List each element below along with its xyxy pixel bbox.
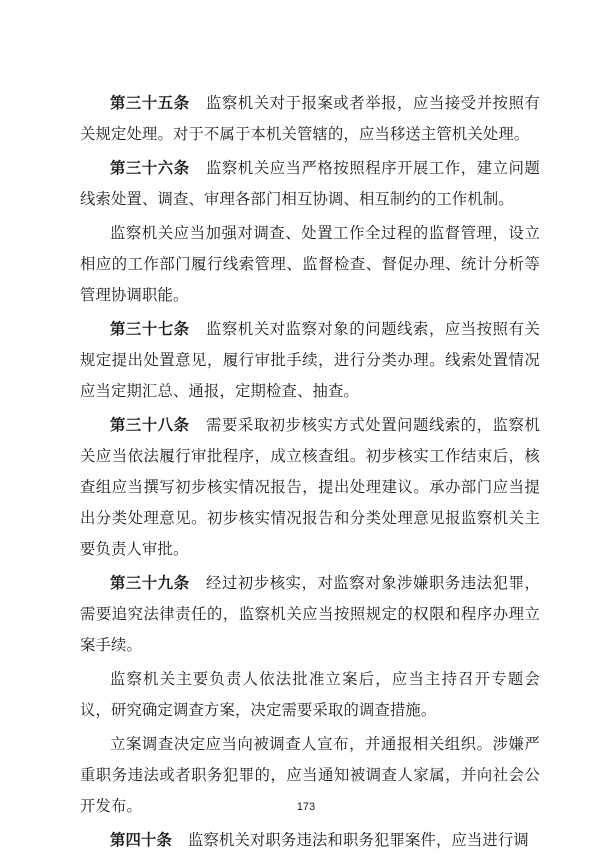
paragraph-text: 监察机关对于报案或者举报，应当接受并按照有关规定处理。对于不属于本机关管辖的，应当移送主管机关处理。 — [80, 94, 540, 143]
paragraph-text: 经过初步核实，对监察对象涉嫌职务违法犯罪，需要追究法律责任的，监察机关应当按照规定的权限和程序办理立案手续。 — [80, 574, 540, 654]
article-heading: 第三十九条 — [110, 574, 190, 592]
paragraph-text: 监察机关对监察对象的问题线索，应当按照有关规定提出处置意见，履行审批手续，进行分类办理。线索处置情况应当定期汇总、通报，定期检查、抽查。 — [80, 320, 540, 400]
article-heading: 第四十条 — [110, 831, 172, 849]
paragraph-text: 监察机关主要负责人依法批准立案后，应当主持召开专题会议，研究确定调查方案，决定需要采取的调查措施。 — [80, 670, 540, 719]
article-heading: 第三十五条 — [110, 94, 190, 112]
paragraph-article-37 — [80, 314, 540, 407]
paragraph-article-38 — [80, 410, 540, 565]
paragraph-text: 需要采取初步核实方式处置问题线索的，监察机关应当依法履行审批程序，成立核查组。初步核实工作结束后，核查组应当撰写初步核实情况报告，提出处理建议。承办部门应当提出分类处理意见。初步核实情况报告和分类处理意见报监察机关主要负责人审批。 — [80, 416, 540, 558]
paragraph-article-39-cont-1 — [80, 664, 540, 726]
paragraph-article-36 — [80, 153, 540, 215]
article-heading: 第三十六条 — [110, 159, 190, 177]
paragraph-text: 监察机关应当加强对调查、处置工作全过程的监督管理，设立相应的工作部门履行线索管理、监督检查、督促办理、统计分析等管理协调职能。 — [80, 224, 540, 304]
article-heading: 第三十八条 — [110, 416, 190, 434]
page-number: 173 — [296, 801, 316, 813]
document-body — [80, 88, 540, 859]
article-heading: 第三十七条 — [110, 320, 190, 338]
paragraph-text: 监察机关对职务违法和职务犯罪案件，应当进行调 — [188, 831, 529, 849]
paragraph-article-40 — [80, 825, 540, 856]
paragraph-text: 监察机关应当严格按照程序开展工作，建立问题线索处置、调查、审理各部门相互协调、相互制约的工作机制。 — [80, 159, 540, 208]
paragraph-article-35 — [80, 88, 540, 150]
paragraph-text: 立案调查决定应当向被调查人宣布，并通报相关组织。涉嫌严重职务违法或者职务犯罪的，应当通知被调查人家属，并向社会公开发布。 — [80, 735, 540, 815]
paragraph-article-36-cont — [80, 218, 540, 311]
paragraph-article-39 — [80, 568, 540, 661]
